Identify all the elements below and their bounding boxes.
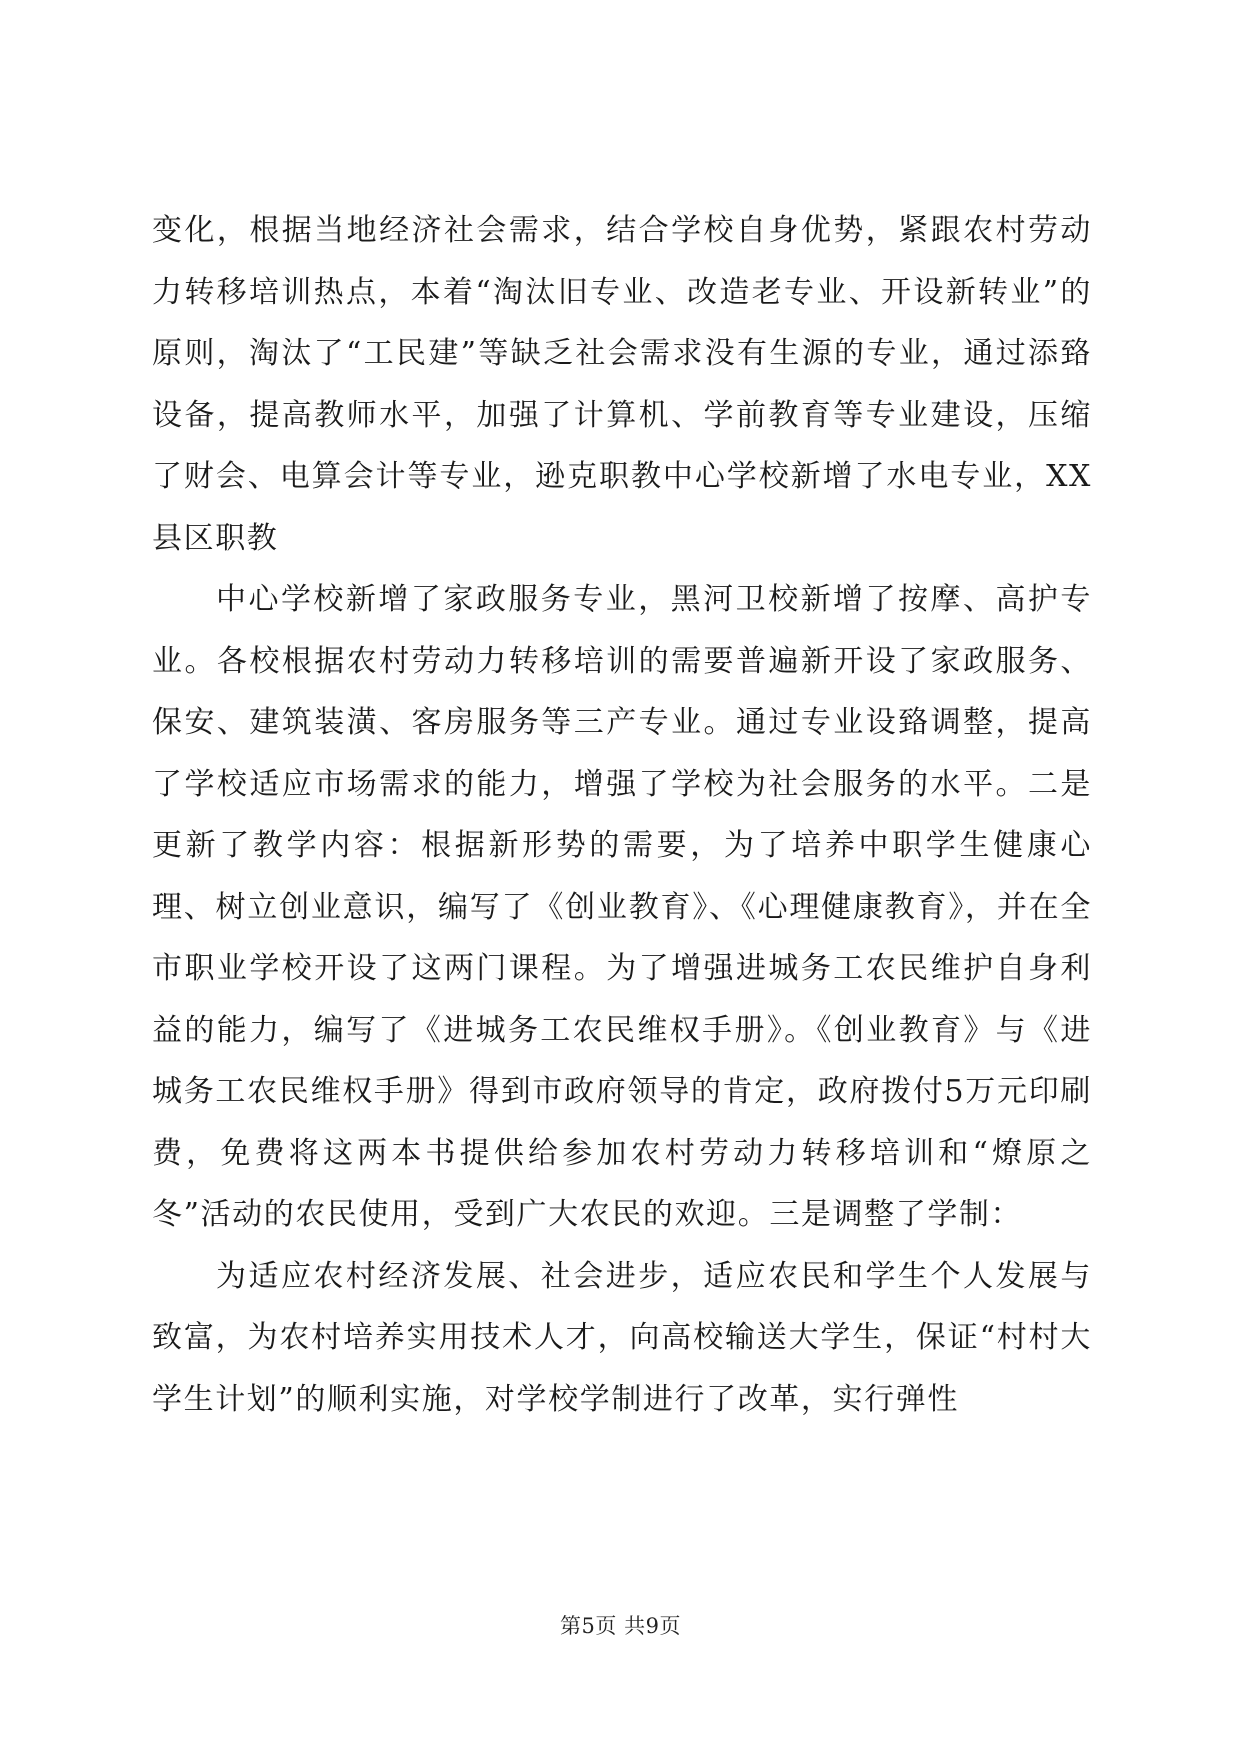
document-body (152, 200, 1092, 1430)
paragraph-2: 中心学校新增了家政服务专业，黑河卫校新增了按摩、高护专业。各校根据农村劳动力转移培训的需要普遍新开设了家政服务、保安、建筑装潢、客房服务等三产专业。通过专业设臵调整，提高了学校适应市场需求的能力，增强了学校为社会服务的水平。二是更新了教学内容：根据新形势的需要，为了培养中职学生健康心理、树立创业意识，编写了《创业教育》、《心理健康教育》，并在全市职业学校开设了这两门课程。为了增强进城务工农民维护自身利益的能力，编写了《进城务工农民维权手册》。《创业教育》与《进城务工农民维权手册》得到市政府领导的肯定，政府拨付5万元印刷费，免费将这两本书提供给参加农村劳动力转移培训和“燎原之冬”活动的农民使用，受到广大农民的欢迎。三是调整了学制： (152, 582, 1092, 1232)
paragraph-1: 变化，根据当地经济社会需求，结合学校自身优势，紧跟农村劳动力转移培训热点，本着“淘汰旧专业、改造老专业、开设新转业”的原则，淘汰了“工民建”等缺乏社会需求没有生源的专业，通过添臵设备，提高教师水平，加强了计算机、学前教育等专业建设，压缩了财会、电算会计等专业，逊克职教中心学校新增了水电专业，XX县区职教 (152, 213, 1092, 556)
page-number-footer: 第5页 共9页 (560, 1614, 681, 1638)
paragraph-3: 为适应农村经济发展、社会进步，适应农民和学生个人发展与致富，为农村培养实用技术人才，向高校输送大学生，保证“村村大学生计划”的顺利实施，对学校学制进行了改革，实行弹性 (152, 1258, 1092, 1417)
